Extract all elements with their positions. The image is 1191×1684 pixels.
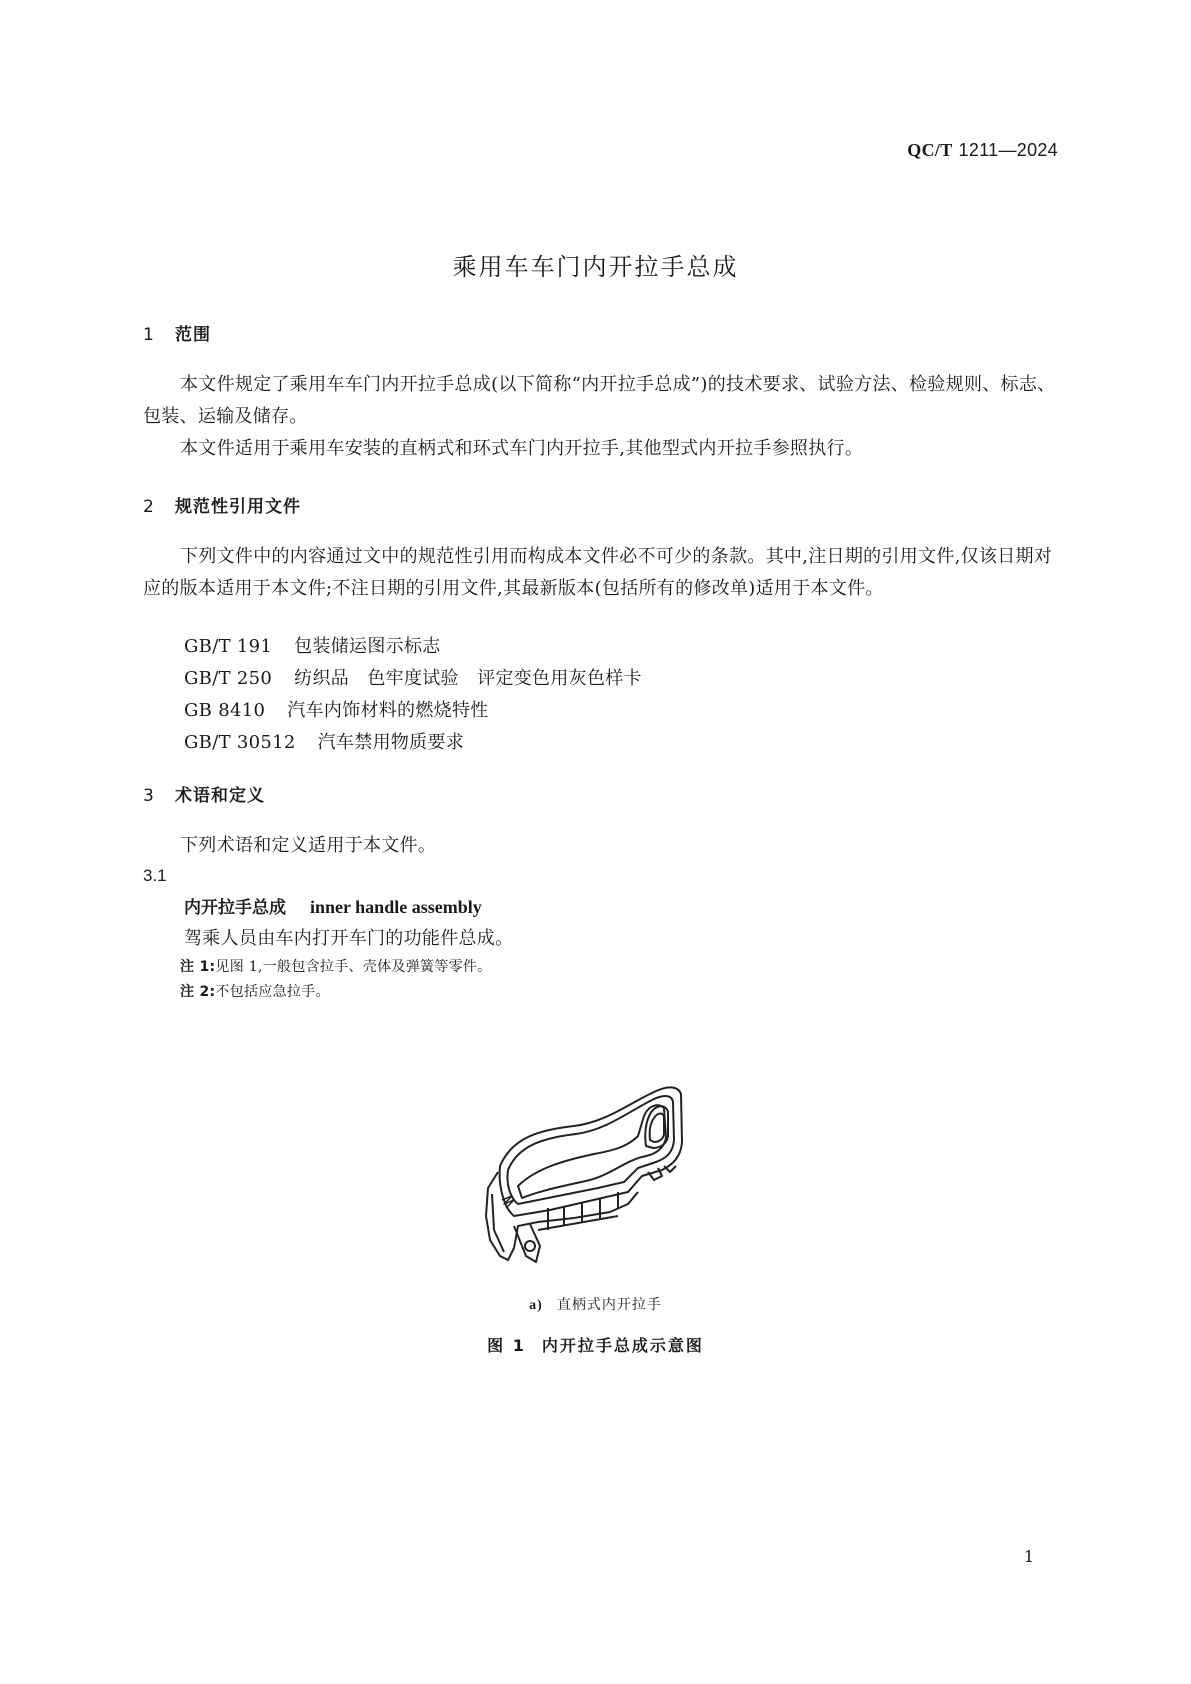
term-entry: [184, 893, 482, 918]
standard-prefix: QC/T: [907, 140, 953, 160]
note-2: [180, 981, 330, 1001]
subfigure-title: 直柄式内开拉手: [556, 1297, 662, 1313]
note-label: 注 2:: [180, 984, 216, 1000]
reference-title: 纺织品 色牢度试验 评定变色用灰色样卡: [294, 668, 642, 689]
section-number: 1: [143, 325, 155, 345]
reference-code: GB 8410: [184, 700, 266, 721]
note-1: [180, 956, 492, 976]
reference-title: 汽车禁用物质要求: [317, 732, 465, 753]
reference-item: [184, 727, 642, 759]
figure-subcaption: [0, 1294, 1191, 1314]
note-label: 注 1:: [180, 959, 216, 975]
reference-code: GB/T 30512: [184, 732, 296, 753]
section-title: 规范性引用文件: [175, 497, 301, 517]
reference-list: [184, 631, 642, 759]
paragraph: 下列文件中的内容通过文中的规范性引用而构成本文件必不可少的条款。其中,注日期的引用文件,仅该日期对应的版本适用于本文件;不注日期的引用文件,其最新版本(包括所有的修改单)适用于本文件。: [143, 546, 1053, 599]
section-1-body: [143, 369, 1058, 465]
section-2-heading: [143, 492, 301, 517]
reference-item: [184, 663, 642, 695]
reference-code: GB/T 191: [184, 636, 273, 657]
subfigure-label: a): [529, 1298, 543, 1313]
paragraph: 本文件规定了乘用车车门内开拉手总成(以下简称“内开拉手总成”)的技术要求、试验方法、检验规则、标志、包装、运输及储存。: [143, 374, 1056, 427]
reference-code: GB/T 250: [184, 668, 273, 689]
standard-number: 1211—2024: [958, 140, 1058, 160]
section-title: 术语和定义: [175, 786, 265, 806]
section-number: 3: [143, 786, 155, 806]
inner-handle-drawing: [478, 1080, 718, 1280]
term-number: 3.1: [143, 866, 167, 885]
reference-item: [184, 695, 642, 727]
standard-code: [907, 140, 1058, 161]
figure-title: 内开拉手总成示意图: [541, 1336, 704, 1355]
reference-title: 包装储运图示标志: [294, 636, 441, 657]
section-2-intro: [143, 541, 1058, 605]
term-chinese: 内开拉手总成: [184, 898, 286, 918]
page-number: 1: [1023, 1547, 1034, 1566]
reference-title: 汽车内饰材料的燃烧特性: [287, 700, 489, 721]
paragraph: 下列术语和定义适用于本文件。: [180, 835, 437, 856]
figure-caption: [0, 1333, 1191, 1356]
figure-number: 图 1: [487, 1336, 526, 1355]
section-1-heading: [143, 320, 211, 345]
note-text: 见图 1,一般包含拉手、壳体及弹簧等零件。: [215, 959, 492, 975]
note-text: 不包括应急拉手。: [215, 984, 330, 1000]
document-title: 乘用车车门内开拉手总成: [452, 253, 739, 281]
section-title: 范围: [175, 325, 211, 345]
section-3-intro: [143, 830, 1058, 862]
paragraph: 本文件适用于乘用车安装的直柄式和环式车门内开拉手,其他型式内开拉手参照执行。: [180, 438, 864, 459]
term-english: inner handle assembly: [310, 897, 482, 917]
section-3-heading: [143, 781, 265, 806]
term-definition: 驾乘人员由车内打开车门的功能件总成。: [184, 928, 514, 949]
reference-item: [184, 631, 642, 663]
section-number: 2: [143, 497, 155, 517]
